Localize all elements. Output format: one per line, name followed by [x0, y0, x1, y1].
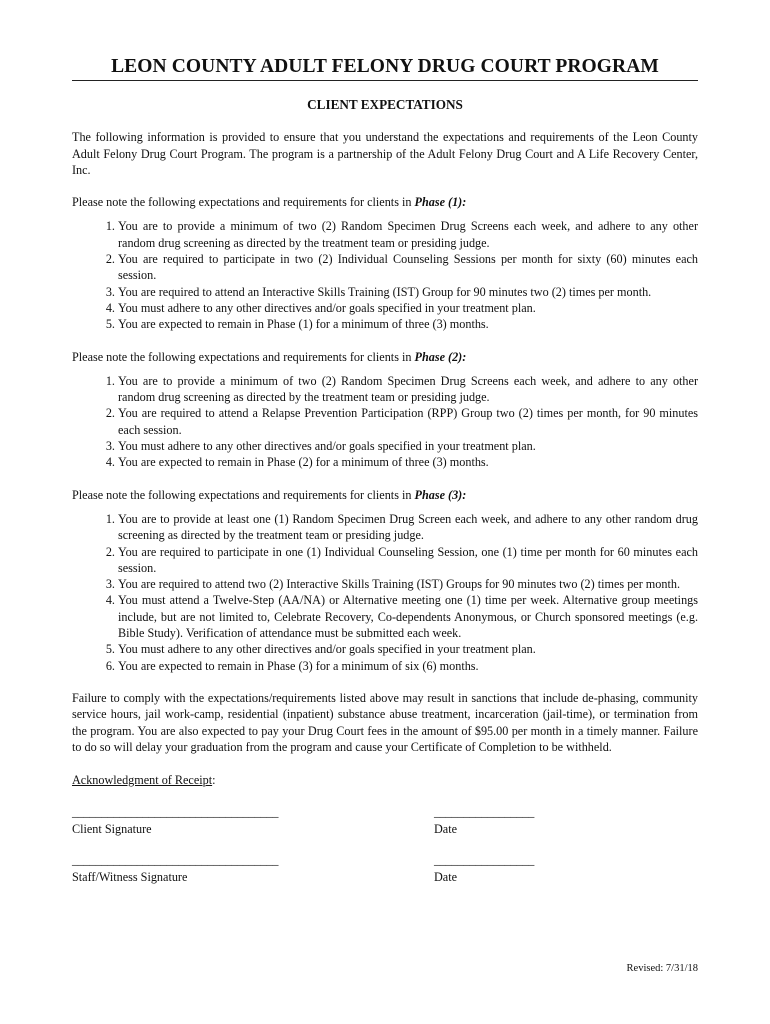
list-item: 2. You are required to attend a Relapse Prevention Participation (RPP) Group two (2) times per month, for 90 minutes each session.	[118, 405, 698, 438]
document-title: LEON COUNTY ADULT FELONY DRUG COURT PROGRAM	[72, 56, 698, 81]
list-item: 4. You must adhere to any other directives and/or goals specified in your treatment plan.	[118, 300, 698, 316]
phase-3-label: Phase (3):	[414, 487, 467, 502]
phase-2-list	[72, 373, 698, 471]
list-item: 4. You are expected to remain in Phase (2) for a minimum of three (3) months.	[118, 454, 698, 470]
list-item: 5. You must adhere to any other directives and/or goals specified in your treatment plan.	[118, 641, 698, 657]
list-item: 2. You are required to participate in one (1) Individual Counseling Session, one (1) time per month for 60 minutes each session.	[118, 544, 698, 577]
date-label: Date	[434, 869, 458, 884]
date-label: Date	[434, 821, 458, 836]
acknowledgment-colon: :	[212, 773, 216, 788]
client-signature-row	[72, 804, 698, 852]
staff-signature-row	[72, 852, 698, 900]
phase-1-heading	[72, 194, 698, 210]
revised-date: Revised: 7/31/18	[626, 963, 698, 974]
phase-3-heading	[72, 487, 698, 503]
phase-2-heading	[72, 349, 698, 365]
phase-1-label: Phase (1):	[414, 195, 467, 210]
list-item: 3. You are required to attend an Interactive Skills Training (IST) Group for 90 minutes two (2) times per month.	[118, 284, 698, 300]
list-item: 4. You must attend a Twelve-Step (AA/NA) or Alternative meeting one (1) time per week. Alternative group meetings include, but are not limited to, Celebrate Recovery, Co-dependents Anonymous, or Church sponsored meetings (e.g. Bible Study). Verification of attendance must be submitted each week.	[118, 592, 698, 641]
phase-3-list	[72, 511, 698, 674]
phase-prefix: Please note the following expectations and requirements for clients in	[72, 195, 412, 210]
staff-signature-block[interactable]	[72, 852, 278, 885]
list-item: 1. You are to provide a minimum of two (2) Random Specimen Drug Screens each week, and adhere to any other random drug screening as directed by the treatment team or presiding judge.	[118, 218, 698, 251]
list-item: 3. You must adhere to any other directives and/or goals specified in your treatment plan.	[118, 438, 698, 454]
client-date-block[interactable]	[434, 804, 534, 837]
acknowledgment-label: Acknowledgment of Receipt	[72, 773, 213, 788]
list-item: 2. You are required to participate in two (2) Individual Counseling Sessions per month for sixty (60) minutes each session.	[118, 251, 698, 284]
list-item: 3. You are required to attend two (2) Interactive Skills Training (IST) Groups for 90 minutes two (2) times per month.	[118, 576, 698, 592]
list-item: 1. You are to provide a minimum of two (2) Random Specimen Drug Screens each week, and adhere to any other random drug screening as directed by the treatment team or presiding judge.	[118, 373, 698, 406]
signature-line: ___________________________________	[72, 853, 279, 868]
signature-line: ___________________________________	[72, 805, 279, 820]
list-item: 5. You are expected to remain in Phase (1) for a minimum of three (3) months.	[118, 316, 698, 332]
staff-date-block[interactable]	[434, 852, 534, 885]
failure-paragraph: Failure to comply with the expectations/requirements listed above may result in sanctions that include de-phasing, community service hours, jail work-camp, residential (inpatient) substance abuse treatment, incarceration (jail-time), or termination from the program. You are also expected to pay your Drug Court fees in the amount of $95.00 per month in a timely manner. Failure to do so will delay your graduation from the program and cause your Certificate of Completion to be withheld.	[72, 690, 698, 754]
phase-2-label: Phase (2):	[414, 349, 467, 364]
staff-signature-label: Staff/Witness Signature	[72, 869, 188, 884]
intro-paragraph: The following information is provided to ensure that you understand the expectations and requirements of the Leon County Adult Felony Drug Court Program. The program is a partnership of the Adult Felony Drug Court and A Life Recovery Center, Inc.	[72, 130, 698, 177]
client-signature-block[interactable]	[72, 804, 278, 837]
date-line: _________________	[434, 853, 535, 868]
list-item: 6. You are expected to remain in Phase (3) for a minimum of six (6) months.	[118, 658, 698, 674]
document-page	[72, 56, 698, 900]
list-item: 1. You are to provide at least one (1) Random Specimen Drug Screen each week, and adhere to any other random drug screening as directed by the treatment team or presiding judge.	[118, 511, 698, 544]
client-signature-label: Client Signature	[72, 821, 152, 836]
phase-prefix: Please note the following expectations and requirements for clients in	[72, 487, 412, 502]
acknowledgment-heading	[72, 772, 698, 788]
phase-1-list	[72, 218, 698, 332]
document-subtitle: CLIENT EXPECTATIONS	[307, 97, 463, 112]
phase-prefix: Please note the following expectations and requirements for clients in	[72, 349, 412, 364]
date-line: _________________	[434, 805, 535, 820]
